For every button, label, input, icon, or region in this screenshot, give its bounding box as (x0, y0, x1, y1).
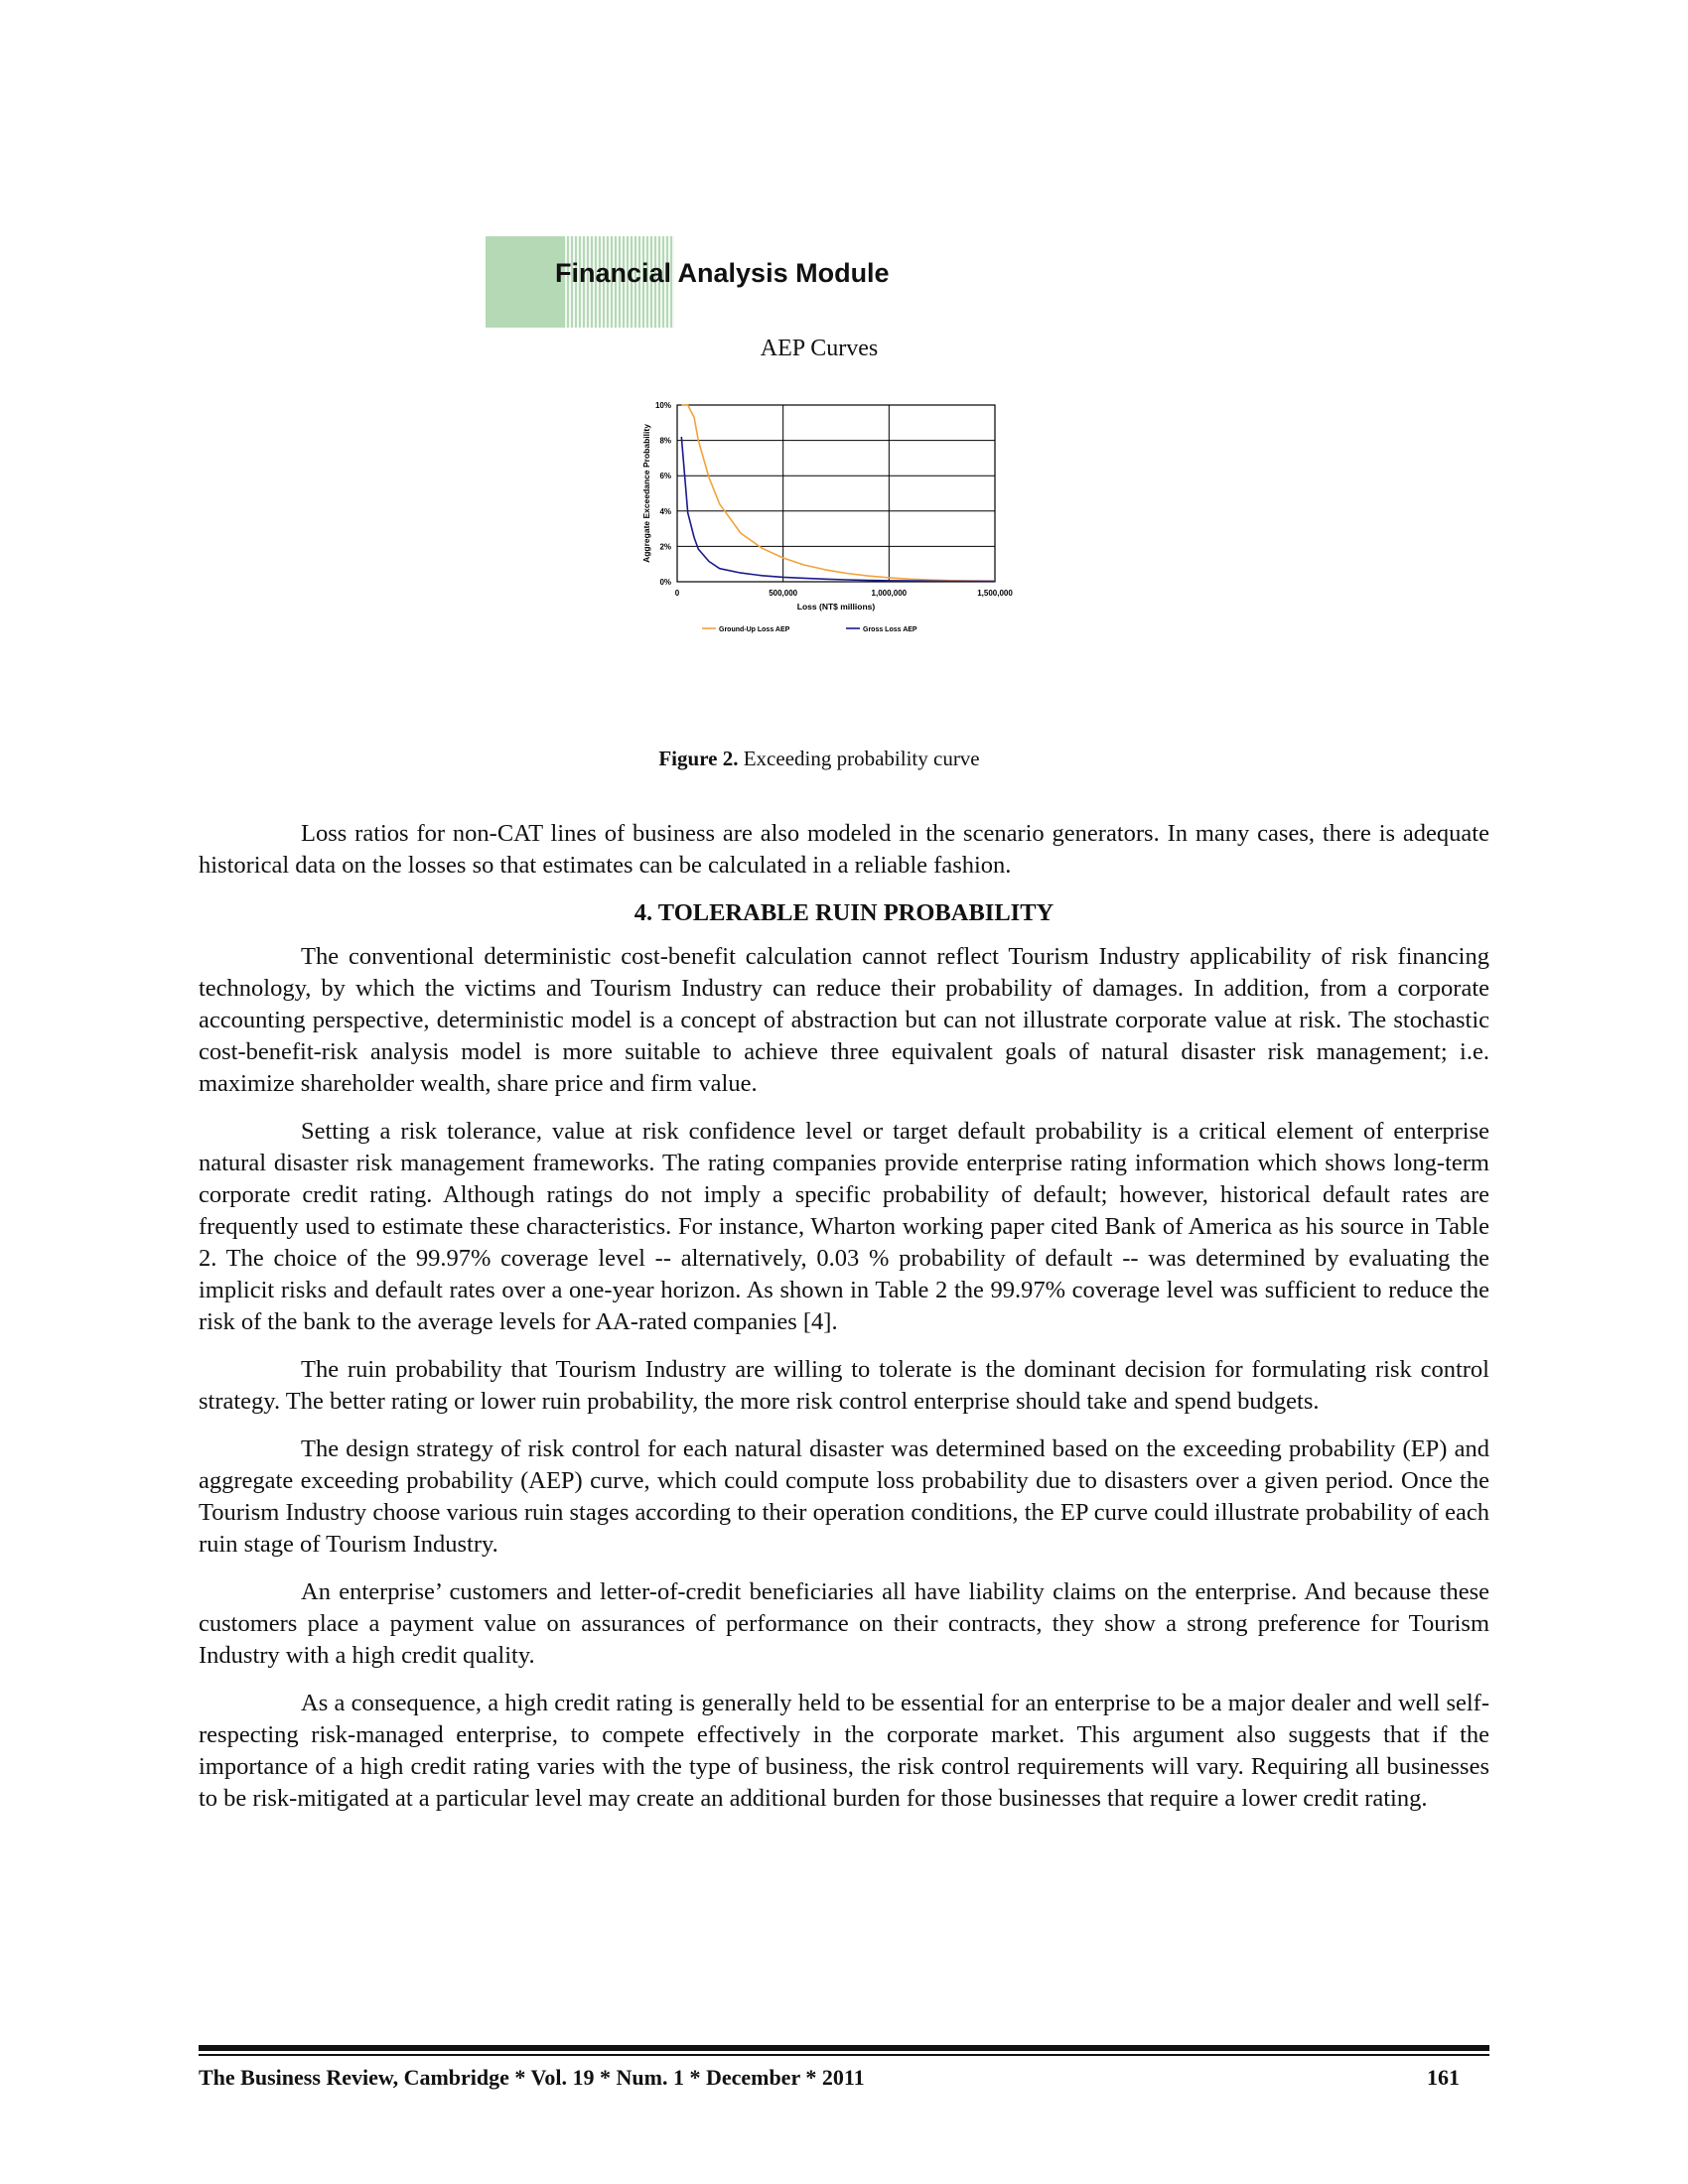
aep-chart (626, 393, 1043, 651)
footer-rule-thick (199, 2045, 1489, 2051)
x-tick-label: 1,500,000 (977, 589, 1013, 598)
paragraph-ruin-probability: The ruin probability that Tourism Industry are willing to tolerate is the dominant decision for formulating risk control strategy. The better rating or lower ruin probability, the more risk control enterprise should take and spend budgets. (199, 1356, 1489, 1415)
paragraph-credit-rating: As a consequence, a high credit rating is generally held to be essential for an enterprise to be a major dealer and well self-respecting risk-managed enterprise, to compete effectively in the corporate market. This argument also suggests that if the importance of a high credit rating varies with the type of business, the risk control requirements will vary. Requiring all businesses to be risk-mitigated at a particular level may create an additional burden for those businesses that require a lower credit rating. (199, 1690, 1489, 1812)
paragraph-design-strategy: The design strategy of risk control for each natural disaster was determined based on the exceeding probability (EP) and aggregate exceeding probability (AEP) curve, which could compute loss probability due to disasters over a given period. Once the Tourism Industry choose various ruin stages according to their operation conditions, the EP curve could illustrate probability of each ruin stage of Tourism Industry. (199, 1435, 1489, 1558)
x-tick-label: 0 (674, 589, 680, 598)
legend-label-0: Ground-Up Loss AEP (719, 626, 790, 633)
y-tick-label: 4% (659, 506, 671, 516)
y-tick-label: 2% (659, 542, 671, 552)
y-tick-label: 0% (659, 578, 671, 587)
footer-rule-thin (199, 2054, 1489, 2056)
paragraph-loss-ratios: Loss ratios for non-CAT lines of business are also modeled in the scenario generators. In many cases, there is adequate historical data on the losses so that estimates can be calculated in a reliable fashion. (199, 820, 1489, 879)
module-banner (486, 236, 1181, 328)
paragraph-customers: An enterprise’ customers and letter-of-credit beneficiaries all have liability claims on the enterprise. And because these customers place a payment value on assurances of performance on their contracts, they show a strong preference for Tourism Industry with a high credit quality. (199, 1578, 1489, 1669)
y-tick-label: 6% (659, 472, 671, 481)
x-tick-label: 1,000,000 (871, 589, 908, 598)
figure-caption (0, 747, 1638, 771)
footer-journal: The Business Review, Cambridge * Vol. 19 * Num. 1 * December * 2011 (199, 2065, 865, 2090)
figure-caption-label: Figure 2. (658, 747, 739, 770)
y-axis-label: Aggregate Exceedance Probability (641, 424, 651, 563)
chart-title: AEP Curves (760, 336, 879, 361)
x-tick-label: 500,000 (769, 589, 798, 598)
x-axis-label: Loss (NT$ millions) (796, 602, 876, 612)
y-tick-label: 8% (659, 436, 671, 446)
y-tick-label: 10% (654, 401, 671, 410)
article-body (199, 818, 1489, 1831)
figure-caption-text: Exceeding probability curve (738, 747, 980, 770)
section-heading: 4. TOLERABLE RUIN PROBABILITY (633, 899, 1055, 926)
paragraph-deterministic: The conventional deterministic cost-benefit calculation cannot reflect Tourism Industry applicability of risk financing technology, by which the victims and Tourism Industry can reduce their probability of damages. In addition, from a corporate accounting perspective, deterministic model is a concept of abstraction but can not illustrate corporate value at risk. The stochastic cost-benefit-risk analysis model is more suitable to achieve three equivalent goals of natural disaster risk management; i.e. maximize shareholder wealth, share price and firm value. (199, 943, 1489, 1097)
paragraph-risk-tolerance: Setting a risk tolerance, value at risk confidence level or target default probability is a critical element of enterprise natural disaster risk management frameworks. The rating companies provide enterprise rating information which shows long-term corporate credit rating. Although ratings do not imply a specific probability of default; however, historical default rates are frequently used to estimate these characteristics. For instance, Wharton working paper cited Bank of America as his source in Table 2. The choice of the 99.97% coverage level -- alternatively, 0.03 % probability of default -- was determined by evaluating the implicit risks and default rates over a one-year horizon. As shown in Table 2 the 99.97% coverage level was sufficient to reduce the risk of the bank to the average levels for AA-rated companies [4]. (199, 1118, 1489, 1335)
plot-frame (677, 405, 995, 582)
module-title: Financial Analysis Module (555, 258, 890, 288)
page-number: 161 (1427, 2065, 1460, 2090)
legend-label-1: Gross Loss AEP (863, 626, 917, 633)
